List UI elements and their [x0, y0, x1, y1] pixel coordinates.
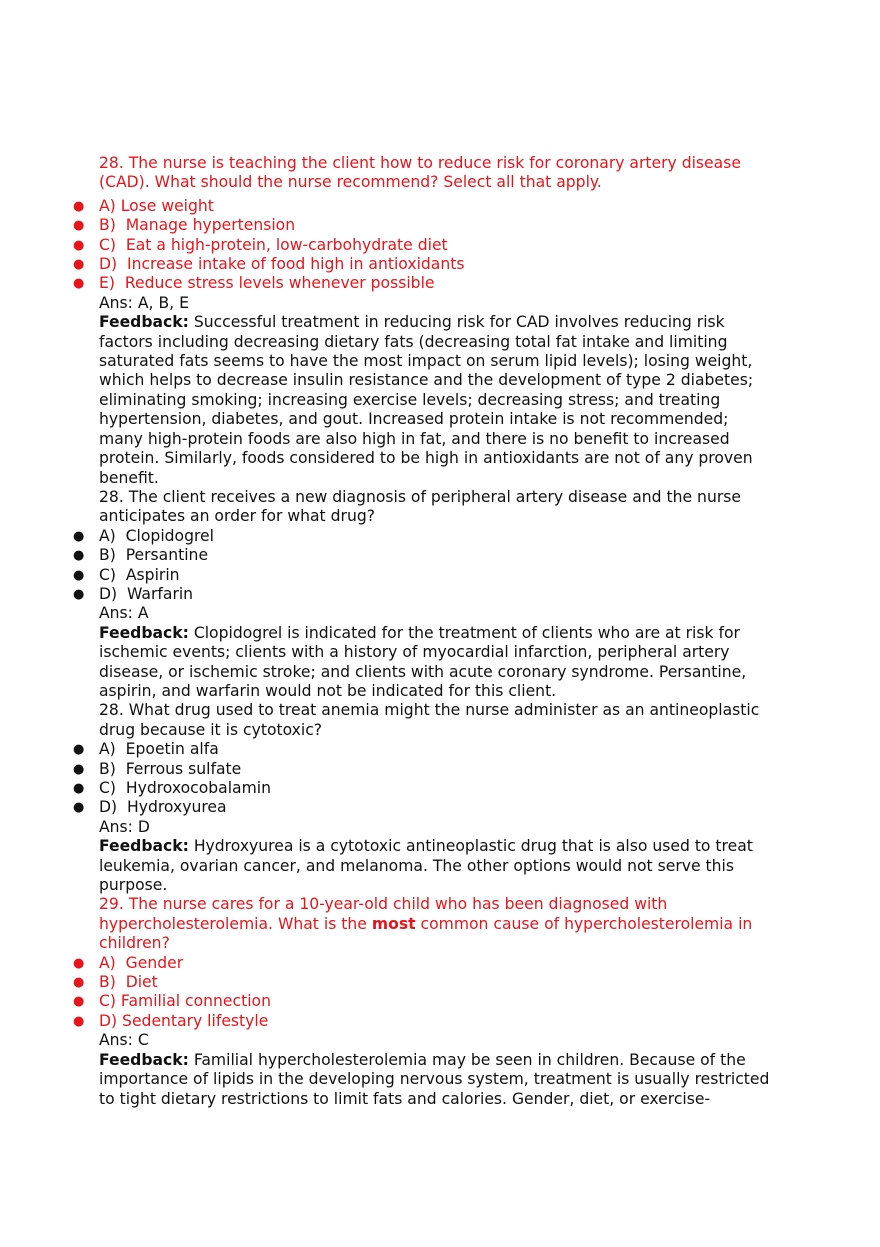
question-2: [0, 488, 880, 701]
question-1-option-a: ● A) Lose weight: [73, 196, 214, 215]
feedback-label: Feedback:: [99, 837, 189, 856]
question-2-feedback-line-4: aspirin, and warfarin would not be indicated for this client.: [99, 681, 557, 700]
bullet-icon: ●: [73, 994, 85, 1010]
bullet-icon: ●: [73, 218, 85, 234]
question-3-option-b: ● B) Ferrous sulfate: [73, 759, 242, 778]
question-1-answer-block: [0, 294, 880, 488]
question-4-option-c: ● C) Familial connection: [73, 992, 271, 1011]
question-4-answer: Ans: C: [99, 1031, 149, 1050]
question-2-option-a: ● A) Clopidogrel: [73, 526, 214, 545]
feedback-label: Feedback:: [99, 313, 189, 332]
bullet-icon: ●: [73, 955, 85, 971]
question-2-prompt-line-2: anticipates an order for what drug?: [99, 507, 375, 526]
question-4-prompt-line-2: hypercholesterolemia. What is the most common cause of hypercholesterolemia in: [99, 914, 753, 933]
question-1-option-d: ● D) Increase intake of food high in antioxidants: [73, 255, 465, 274]
bullet-icon: ●: [73, 975, 85, 991]
question-1-prompt-line-2: (CAD). What should the nurse recommend? Select all that apply.: [99, 173, 602, 192]
question-4-feedback-line-1: Feedback: Familial hypercholesterolemia may be seen in children. Because of the: [99, 1050, 746, 1069]
question-4-prompt-line-1: 29. The nurse cares for a 10-year-old child who has been diagnosed with: [99, 895, 668, 914]
question-1-option-e: ● E) Reduce stress levels whenever possible: [73, 274, 435, 293]
question-1-feedback-line-9: benefit.: [99, 468, 159, 487]
question-1-feedback-line-6: hypertension, diabetes, and gout. Increased protein intake is not recommended;: [99, 410, 729, 429]
question-4-option-a: ● A) Gender: [73, 953, 184, 972]
bullet-icon: ●: [73, 198, 85, 214]
bullet-icon: ●: [73, 237, 85, 253]
bullet-icon: ●: [73, 276, 85, 292]
emphasis-most: most: [371, 914, 416, 933]
question-1-feedback-line-5: eliminating smoking; increasing exercise levels; decreasing stress; and treating: [99, 390, 721, 409]
question-1: [0, 154, 880, 294]
question-1-feedback-line-3: saturated fats seems to have the most impact on serum lipid levels); losing weight,: [99, 352, 753, 371]
question-4-option-d: ● D) Sedentary lifestyle: [73, 1011, 269, 1030]
bullet-icon: ●: [73, 567, 85, 583]
document-page: [0, 154, 880, 1109]
bullet-icon: ●: [73, 742, 85, 758]
question-2-option-d: ● D) Warfarin: [73, 584, 194, 603]
bullet-icon: ●: [73, 781, 85, 796]
question-3-feedback-line-1: Feedback: Hydroxyurea is a cytotoxic antineoplastic drug that is also used to treat: [99, 837, 753, 856]
question-3-prompt-line-1: 28. What drug used to treat anemia might the nurse administer as an antineoplastic: [99, 701, 760, 720]
question-3-prompt-line-2: drug because it is cytotoxic?: [99, 720, 323, 739]
question-3-option-a: ● A) Epoetin alfa: [73, 740, 219, 759]
question-4-option-b: ● B) Diet: [73, 973, 158, 992]
question-4-prompt-line-3: children?: [99, 934, 170, 953]
bullet-icon: ●: [73, 761, 85, 777]
question-2-feedback-line-3: disease, or ischemic stroke; and clients with acute coronary syndrome. Persantine,: [99, 662, 747, 681]
bullet-icon: ●: [73, 586, 85, 602]
question-3-answer: Ans: D: [99, 817, 150, 836]
question-3: [0, 701, 880, 895]
question-2-prompt-line-1: 28. The client receives a new diagnosis of peripheral artery disease and the nurse: [99, 487, 741, 506]
bullet-icon: ●: [73, 548, 85, 564]
question-1-option-b: ● B) Manage hypertension: [73, 216, 296, 235]
question-4-feedback-line-3: to tight dietary restrictions to limit fats and calories. Gender, diet, or exercise-: [99, 1089, 711, 1108]
question-4-answer-block: [0, 1031, 880, 1109]
question-1-feedback-line-4: which helps to decrease insulin resistance and the development of type 2 diabetes;: [99, 371, 754, 390]
question-3-feedback-line-3: purpose.: [99, 876, 168, 895]
question-1-answer: Ans: A, B, E: [99, 293, 189, 312]
question-1-option-c: ● C) Eat a high-protein, low-carbohydrate diet: [73, 235, 448, 254]
bullet-icon: ●: [73, 528, 85, 544]
question-2-option-b: ● B) Persantine: [73, 546, 209, 565]
question-4: [0, 895, 880, 1031]
question-2-option-c: ● C) Aspirin: [73, 565, 180, 584]
bullet-icon: ●: [73, 257, 85, 273]
feedback-label: Feedback:: [99, 623, 189, 642]
question-3-option-d: ● D) Hydroxyurea: [73, 798, 227, 817]
question-3-feedback-line-2: leukemia, ovarian cancer, and melanoma. The other options would not serve this: [99, 856, 734, 875]
question-4-feedback-line-2: importance of lipids in the developing nervous system, treatment is usually restricted: [99, 1070, 770, 1089]
question-2-feedback-line-1: Feedback: Clopidogrel is indicated for the treatment of clients who are at risk for: [99, 623, 740, 642]
question-2-feedback-line-2: ischemic events; clients with a history of myocardial infarction, peripheral artery: [99, 643, 730, 662]
question-2-answer: Ans: A: [99, 604, 149, 623]
question-1-prompt-line-1: 28. The nurse is teaching the client how to reduce risk for coronary artery disease: [99, 154, 741, 172]
question-1-feedback-line-1: Feedback: Successful treatment in reducing risk for CAD involves reducing risk: [99, 313, 725, 332]
bullet-icon: ●: [73, 1013, 85, 1029]
question-1-feedback-line-7: many high-protein foods are also high in fat, and there is no benefit to increased: [99, 429, 730, 448]
question-3-option-c: ● C) Hydroxocobalamin: [73, 779, 272, 797]
question-1-feedback-line-8: protein. Similarly, foods considered to be high in antioxidants are not of any proven: [99, 449, 753, 468]
feedback-label: Feedback:: [99, 1050, 189, 1069]
question-1-feedback-line-2: factors including decreasing dietary fats (decreasing total fat intake and limiting: [99, 332, 728, 351]
bullet-icon: ●: [73, 800, 85, 816]
